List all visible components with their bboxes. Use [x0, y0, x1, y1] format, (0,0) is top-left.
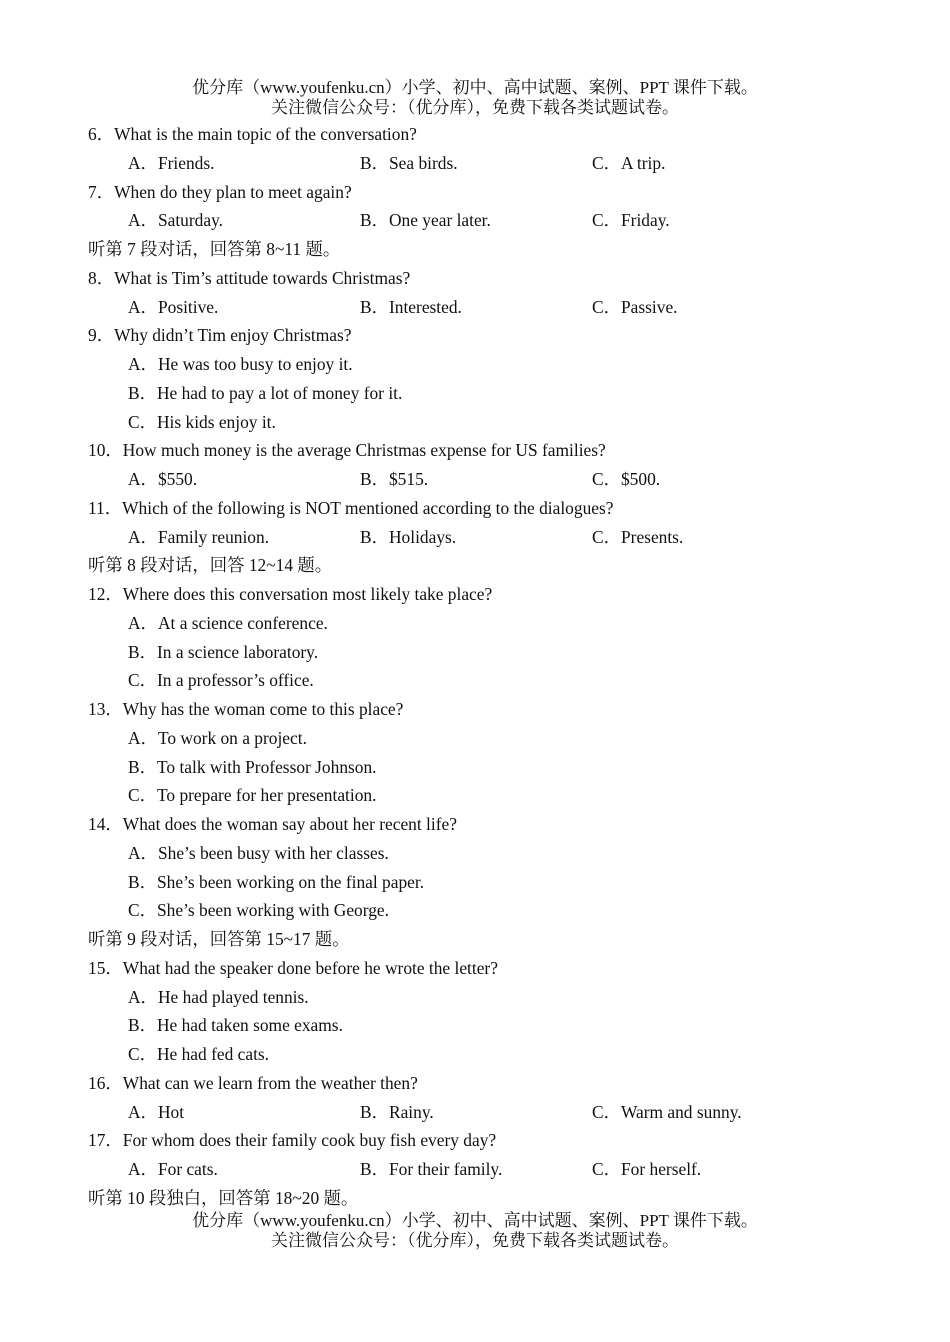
question-text: 10．How much money is the average Christmas expense for US families? [88, 440, 606, 461]
answer-option: B．Rainy. [360, 1101, 434, 1122]
option-row [0, 408, 950, 437]
question-text: 16．What can we learn from the weather then? [88, 1072, 418, 1093]
question-row [0, 1126, 950, 1155]
question-row [0, 954, 950, 983]
question-row [0, 695, 950, 724]
answer-option: B．$515. [360, 469, 429, 489]
section-instruction-row [0, 1184, 950, 1213]
question-text: 14．What does the woman say about her recent life? [88, 814, 457, 834]
question-text: 8．What is Tim’s attitude towards Christmas? [88, 267, 411, 288]
option-row [0, 896, 950, 925]
answer-option: A．For cats. [128, 1159, 218, 1179]
section-instruction-row [0, 551, 950, 580]
footer-line-1: 优分库（www.youfenku.cn）小学、初中、高中试题、案例、PPT 课件下载。 [192, 1211, 758, 1230]
question-row [0, 321, 950, 350]
answer-option: A．She’s been busy with her classes. [128, 842, 389, 863]
option-row [0, 781, 950, 810]
answer-option: B．Interested. [360, 296, 462, 317]
option-row [0, 753, 950, 782]
section-instruction: 听第 10 段独白，回答第 18~20 题。 [88, 1187, 359, 1208]
answer-option: C．In a professor’s office. [128, 670, 314, 691]
answer-option: B．She’s been working on the final paper. [128, 871, 425, 892]
answer-option: C．She’s been working with George. [128, 900, 389, 921]
section-instruction: 听第 8 段对话，回答 12~14 题。 [88, 555, 333, 576]
answer-option: A．He had played tennis. [128, 986, 309, 1007]
answer-option: A．Hot [128, 1101, 185, 1122]
answer-option: A．Friends. [128, 152, 215, 173]
section-instruction-row [0, 925, 950, 954]
answer-option: B．Holidays. [360, 526, 457, 547]
answer-option: C．He had fed cats. [128, 1044, 270, 1064]
question-row [0, 178, 950, 207]
answer-option: C．$500. [592, 469, 661, 489]
header-line-1: 优分库（www.youfenku.cn）小学、初中、高中试题、案例、PPT 课件下载。 [192, 78, 758, 97]
page-header [0, 78, 950, 118]
answer-option: B．Sea birds. [360, 152, 458, 173]
question-row [0, 1069, 950, 1098]
option-row [0, 1011, 950, 1040]
option-row [0, 350, 950, 379]
question-row [0, 494, 950, 523]
answer-option: A．He was too busy to enjoy it. [128, 354, 353, 374]
option-row [0, 1040, 950, 1069]
options-row [0, 293, 950, 322]
option-row [0, 666, 950, 695]
answer-option: C．To prepare for her presentation. [128, 785, 377, 806]
answer-option: A．Family reunion. [128, 526, 270, 547]
option-row [0, 983, 950, 1012]
question-text: 6．What is the main topic of the conversation? [88, 124, 417, 144]
answer-option: A．Positive. [128, 296, 219, 317]
answer-option: C．Presents. [592, 526, 684, 547]
question-list [0, 120, 950, 1213]
footer-line-2: 关注微信公众号：（优分库），免费下载各类试题试卷。 [271, 1231, 679, 1250]
option-row [0, 724, 950, 753]
question-row [0, 580, 950, 609]
option-row [0, 638, 950, 667]
answer-option: C．Warm and sunny. [592, 1101, 742, 1122]
options-row [0, 1098, 950, 1127]
question-text: 11．Which of the following is NOT mentioned according to the dialogues? [88, 497, 614, 518]
question-row [0, 810, 950, 839]
answer-option: B．One year later. [360, 210, 491, 231]
question-text: 13．Why has the woman come to this place? [88, 699, 404, 719]
answer-option: B．To talk with Professor Johnson. [128, 756, 377, 777]
answer-option: B．For their family. [360, 1159, 503, 1179]
options-row [0, 206, 950, 235]
answer-option: C．Friday. [592, 210, 670, 231]
question-text: 9．Why didn’t Tim enjoy Christmas? [88, 325, 352, 346]
question-row [0, 264, 950, 293]
options-row [0, 1155, 950, 1184]
question-text: 7．When do they plan to meet again? [88, 181, 352, 202]
option-row [0, 868, 950, 897]
question-row [0, 436, 950, 465]
option-row [0, 839, 950, 868]
options-row [0, 523, 950, 552]
answer-option: B．He had to pay a lot of money for it. [128, 382, 403, 403]
options-row [0, 465, 950, 494]
option-row [0, 609, 950, 638]
answer-option: A．To work on a project. [128, 727, 307, 748]
page-footer [0, 1211, 950, 1251]
question-text: 12．Where does this conversation most likely take place? [88, 584, 493, 604]
answer-option: B．In a science laboratory. [128, 641, 319, 662]
answer-option: A．At a science conference. [128, 612, 328, 633]
answer-option: C．For herself. [592, 1159, 702, 1179]
answer-option: A．$550. [128, 469, 198, 489]
answer-option: B．He had taken some exams. [128, 1015, 343, 1036]
section-instruction-row [0, 235, 950, 264]
answer-option: C．A trip. [592, 152, 666, 173]
question-text: 17．For whom does their family cook buy fish every day? [88, 1130, 497, 1151]
question-row [0, 120, 950, 149]
answer-option: C．Passive. [592, 296, 678, 317]
options-row [0, 149, 950, 178]
section-instruction: 听第 9 段对话，回答第 15~17 题。 [88, 929, 350, 949]
answer-option: C．His kids enjoy it. [128, 411, 276, 432]
question-text: 15．What had the speaker done before he wrote the letter? [88, 957, 498, 978]
header-line-2: 关注微信公众号：（优分库），免费下载各类试题试卷。 [271, 98, 679, 117]
section-instruction: 听第 7 段对话，回答第 8~11 题。 [88, 239, 341, 259]
answer-option: A．Saturday. [128, 210, 223, 231]
option-row [0, 379, 950, 408]
